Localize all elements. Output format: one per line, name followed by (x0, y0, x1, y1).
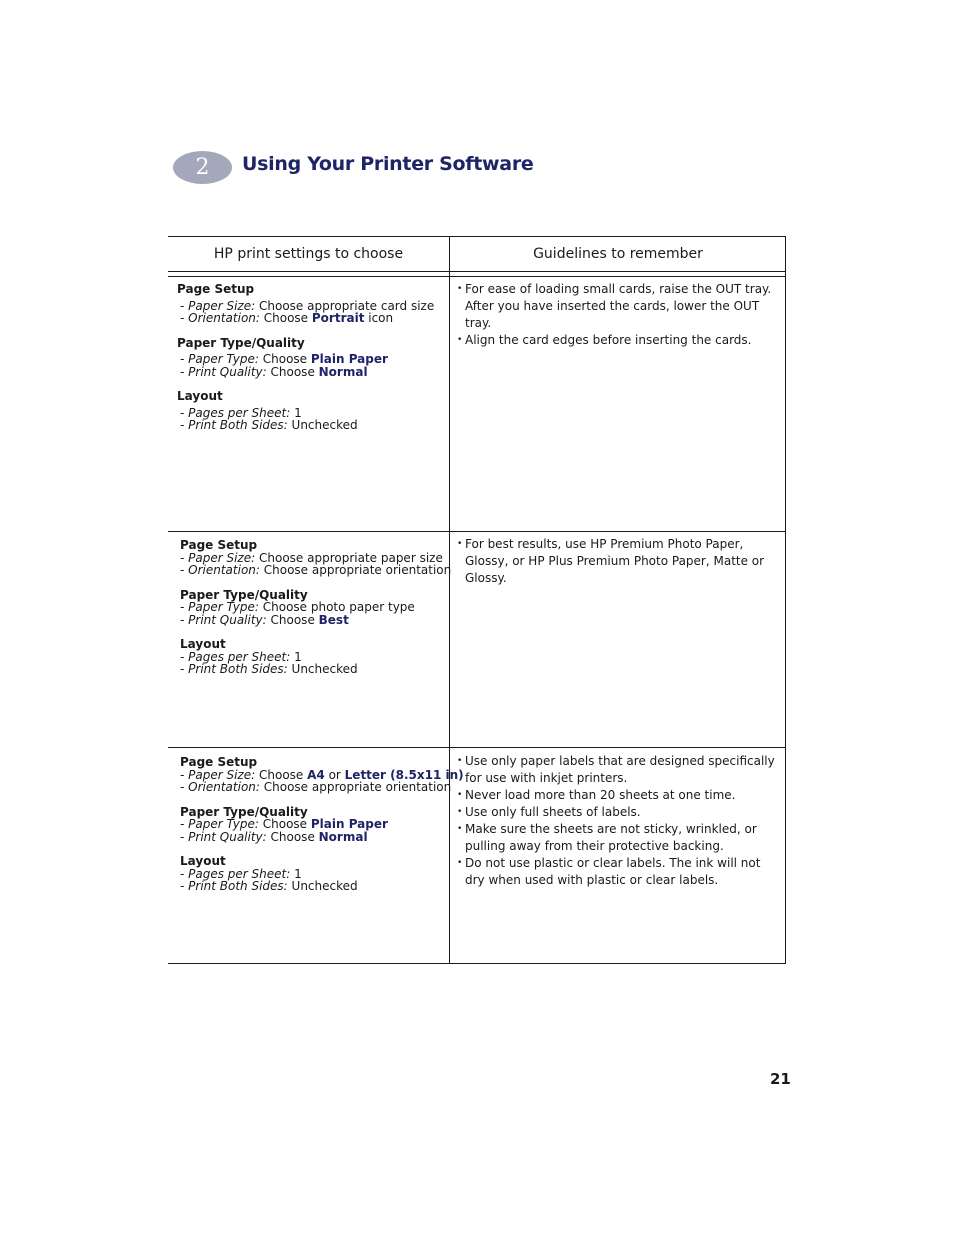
guideline-item: • Never load more than 20 sheets at one time. (457, 787, 779, 804)
header-rule-1 (168, 271, 786, 272)
print-both-sides-text: Unchecked (287, 662, 358, 676)
page-setup-group (180, 539, 451, 577)
guideline-item: • For best results, use HP Premium Photo Paper, Glossy, or HP Plus Premium Photo Paper, Matte or Glossy. (457, 536, 779, 587)
column-header-settings: HP print settings to choose (213, 246, 404, 262)
print-quality-label: - Print Quality: (180, 612, 267, 627)
table-bottom-rule (168, 963, 786, 964)
orientation-setting (177, 312, 434, 325)
chapter-number-badge: 2 (173, 151, 232, 184)
paper-type-quality-group (177, 337, 434, 379)
guideline-item: • Make sure the sheets are not sticky, wrinkled, or pulling away from their protective backing. (457, 821, 779, 855)
paper-type-value: Plain Paper (310, 352, 388, 366)
guideline-item: • For ease of loading small cards, raise the OUT tray. After you have inserted the cards, lower the OUT tray. (457, 281, 779, 332)
paper-type-text: Choose (258, 817, 311, 831)
paper-type-text: Choose photo paper type (258, 600, 415, 614)
print-quality-text: Choose (266, 364, 319, 379)
layout-heading: Layout (177, 389, 223, 403)
orientation-setting (180, 564, 451, 577)
print-quality-value: Normal (318, 829, 368, 844)
print-both-sides-label: - Print Both Sides: (180, 879, 288, 893)
print-both-sides-label: - Print Both Sides: (180, 662, 288, 676)
paper-type-quality-group (180, 589, 451, 627)
pages-per-sheet-label: - Pages per Sheet: (180, 405, 291, 420)
layout-group (180, 855, 464, 893)
orientation-label: - Orientation: (180, 780, 260, 794)
page-setup-group (180, 756, 464, 794)
paper-size-value-a4: A4 (307, 767, 325, 782)
orientation-setting (180, 781, 464, 794)
layout-group (180, 638, 451, 676)
row-1-settings (177, 283, 434, 444)
guideline-item: • Use only paper labels that are designed specifically for use with inkjet printers. (457, 753, 779, 787)
paper-size-value-letter: Letter (8.5x11 in) (344, 767, 464, 782)
layout-group (177, 390, 434, 432)
page-setup-heading: Page Setup (177, 282, 255, 296)
paper-type-quality-heading: Paper Type/Quality (177, 335, 305, 350)
print-settings-table (168, 236, 786, 964)
paper-type-value: Plain Paper (310, 817, 388, 831)
pages-per-sheet-value: 1 (294, 405, 302, 420)
pages-per-sheet-label: - Pages per Sheet: (180, 866, 291, 881)
paper-type-label: - Paper Type: (180, 352, 259, 366)
paper-size-text: Choose appropriate paper size (255, 550, 443, 565)
paper-type-quality-heading: Paper Type/Quality (180, 587, 308, 602)
print-both-sides-text: Unchecked (287, 418, 358, 432)
pages-per-sheet-value: 1 (294, 866, 302, 881)
orientation-value: Portrait (311, 311, 365, 325)
row-2-guidelines (457, 536, 779, 587)
paper-size-or: or (324, 767, 345, 782)
print-quality-text: Choose (266, 612, 319, 627)
layout-heading: Layout (180, 637, 226, 651)
orientation-label: - Orientation: (180, 311, 260, 325)
paper-type-label: - Paper Type: (180, 600, 259, 614)
print-both-sides-text: Unchecked (287, 879, 358, 893)
row-1-guidelines (457, 281, 779, 349)
pages-per-sheet-value: 1 (294, 649, 302, 664)
print-quality-setting (180, 614, 451, 627)
table-top-rule (168, 236, 786, 237)
paper-size-label: - Paper Size: (180, 550, 256, 565)
print-quality-value: Normal (318, 364, 368, 379)
guideline-item: • Use only full sheets of labels. (457, 804, 779, 821)
print-both-sides-setting (177, 419, 434, 432)
print-quality-setting (180, 831, 464, 844)
row-divider-1 (168, 531, 786, 532)
paper-type-quality-group (180, 806, 464, 844)
print-quality-label: - Print Quality: (180, 829, 267, 844)
paper-type-quality-heading: Paper Type/Quality (180, 804, 308, 819)
row-2-settings (180, 539, 451, 688)
paper-type-label: - Paper Type: (180, 817, 259, 831)
orientation-text: Choose appropriate orientation (259, 563, 452, 577)
print-both-sides-setting (180, 663, 451, 676)
orientation-label: - Orientation: (180, 563, 260, 577)
paper-size-label: - Paper Size: (180, 298, 256, 313)
paper-size-text: Choose appropriate card size (255, 298, 435, 313)
print-both-sides-setting (180, 880, 464, 893)
paper-size-label: - Paper Size: (180, 767, 256, 782)
page-setup-heading: Page Setup (180, 755, 258, 769)
print-quality-label: - Print Quality: (180, 364, 267, 379)
chapter-title: Using Your Printer Software (242, 153, 534, 175)
orientation-text: Choose (259, 311, 312, 325)
row-3-settings (180, 756, 464, 905)
row-divider-2 (168, 747, 786, 748)
guideline-item: • Do not use plastic or clear labels. The ink will not dry when used with plastic or clear labels. (457, 855, 779, 889)
table-right-border (785, 236, 786, 964)
print-quality-value: Best (318, 612, 349, 627)
orientation-text: Choose appropriate orientation (259, 780, 452, 794)
layout-heading: Layout (180, 854, 226, 868)
column-header-guidelines: Guidelines to remember (533, 246, 703, 262)
page-setup-heading: Page Setup (180, 538, 258, 552)
page-number: 21 (770, 1070, 791, 1088)
print-both-sides-label: - Print Both Sides: (180, 418, 288, 432)
row-3-guidelines (457, 753, 779, 889)
guideline-item: • Align the card edges before inserting the cards. (457, 332, 779, 349)
page-setup-group (177, 283, 434, 325)
pages-per-sheet-label: - Pages per Sheet: (180, 649, 291, 664)
paper-size-text: Choose (255, 767, 308, 782)
paper-type-text: Choose (258, 352, 311, 366)
orientation-suffix: icon (364, 311, 394, 325)
header-rule-2 (168, 276, 786, 277)
print-quality-setting (177, 366, 434, 379)
print-quality-text: Choose (266, 829, 319, 844)
